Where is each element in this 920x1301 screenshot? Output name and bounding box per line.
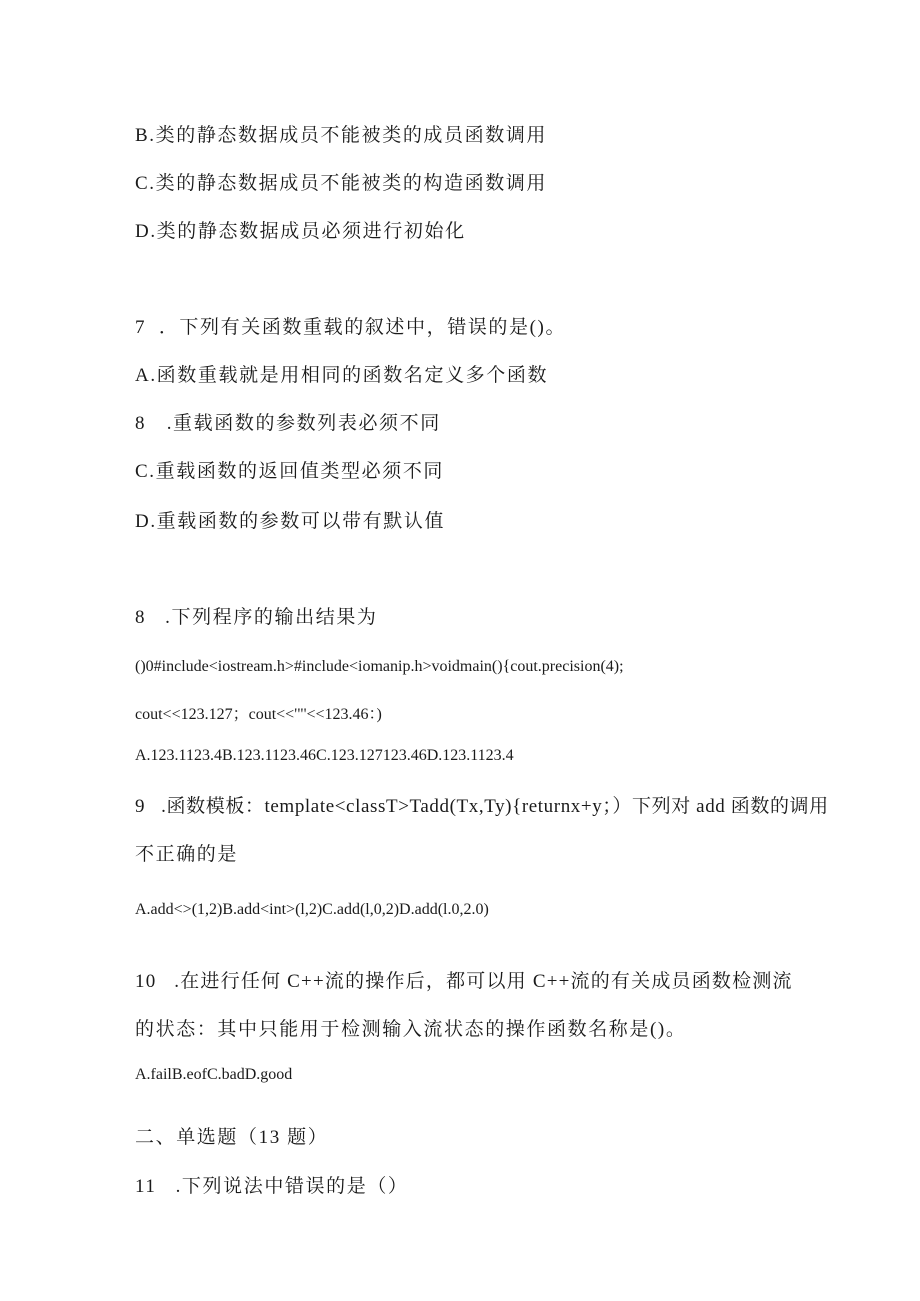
q7-option-d xyxy=(135,512,445,531)
option-text: 类的静态数据成员必须进行初始化 xyxy=(156,221,466,242)
question-number: 8 xyxy=(135,607,147,628)
option-text: .重载函数的参数列表必须不同 xyxy=(166,413,441,434)
option-label: B. xyxy=(135,125,156,146)
question-text: .下列说法中错误的是（） xyxy=(175,1176,409,1197)
option-label: D. xyxy=(135,221,157,242)
q6-option-b xyxy=(135,126,547,145)
q10-stem-line-1 xyxy=(135,972,793,991)
question-text: .函数模板：template<classT>Tadd(Tx,Ty){returnx+y；）下列对 add 函数的调用 xyxy=(161,796,829,817)
option-text: 类的静态数据成员不能被类的构造函数调用 xyxy=(155,173,548,194)
q7-stem xyxy=(135,318,566,337)
q8-stem xyxy=(135,608,378,627)
q10-stem-line-2: 的状态：其中只能用于检测输入流状态的操作函数名称是()。 xyxy=(135,1019,687,1040)
option-label: A. xyxy=(135,365,157,386)
question-number: 11 xyxy=(135,1176,157,1197)
option-label: D. xyxy=(135,511,157,532)
q8-options: A.123.1123.4B.123.1123.46C.123.127123.46D.123.1123.4 xyxy=(135,747,514,764)
option-text: 重载函数的返回值类型必须不同 xyxy=(155,461,445,482)
q10-options: A.failB.eofC.badD.good xyxy=(135,1066,293,1083)
q11-stem xyxy=(135,1177,409,1196)
q8-code-line-1: ()0#include<iostream.h>#include<iomanip.h>voidmain(){cout.precision(4); xyxy=(135,658,624,675)
option-label: C. xyxy=(135,173,156,194)
q6-option-c xyxy=(135,174,547,193)
option-text: 类的静态数据成员不能被类的成员函数调用 xyxy=(155,125,548,146)
q7-option-a xyxy=(135,366,548,385)
question-text: ．下列有关函数重载的叙述中，错误的是()。 xyxy=(158,317,567,338)
question-text: .在进行任何 C++流的操作后，都可以用 C++流的有关成员函数检测流 xyxy=(174,971,793,992)
option-label: 8 xyxy=(135,413,167,434)
option-text: 函数重载就是用相同的函数名定义多个函数 xyxy=(156,365,549,386)
option-text: 重载函数的参数可以带有默认值 xyxy=(156,511,446,532)
question-number: 10 xyxy=(135,971,157,992)
q9-stem-line-1 xyxy=(135,797,829,816)
question-number: 7 xyxy=(135,317,147,338)
question-number: 9 xyxy=(135,796,146,817)
q6-option-d xyxy=(135,222,466,241)
q9-options: A.add<>(1,2)B.add<int>(l,2)C.add(l,0,2)D.add(l.0,2.0) xyxy=(135,901,489,918)
section-2-heading: 二、单选题（13 题） xyxy=(135,1127,329,1148)
q9-stem-line-2: 不正确的是 xyxy=(135,844,239,865)
q7-option-c xyxy=(135,462,444,481)
q7-option-b xyxy=(135,414,441,433)
q8-code-line-2: cout<<123.127；cout<<'"'<<123.46：) xyxy=(135,706,382,723)
question-text: .下列程序的输出结果为 xyxy=(165,607,378,628)
option-label: C. xyxy=(135,461,156,482)
